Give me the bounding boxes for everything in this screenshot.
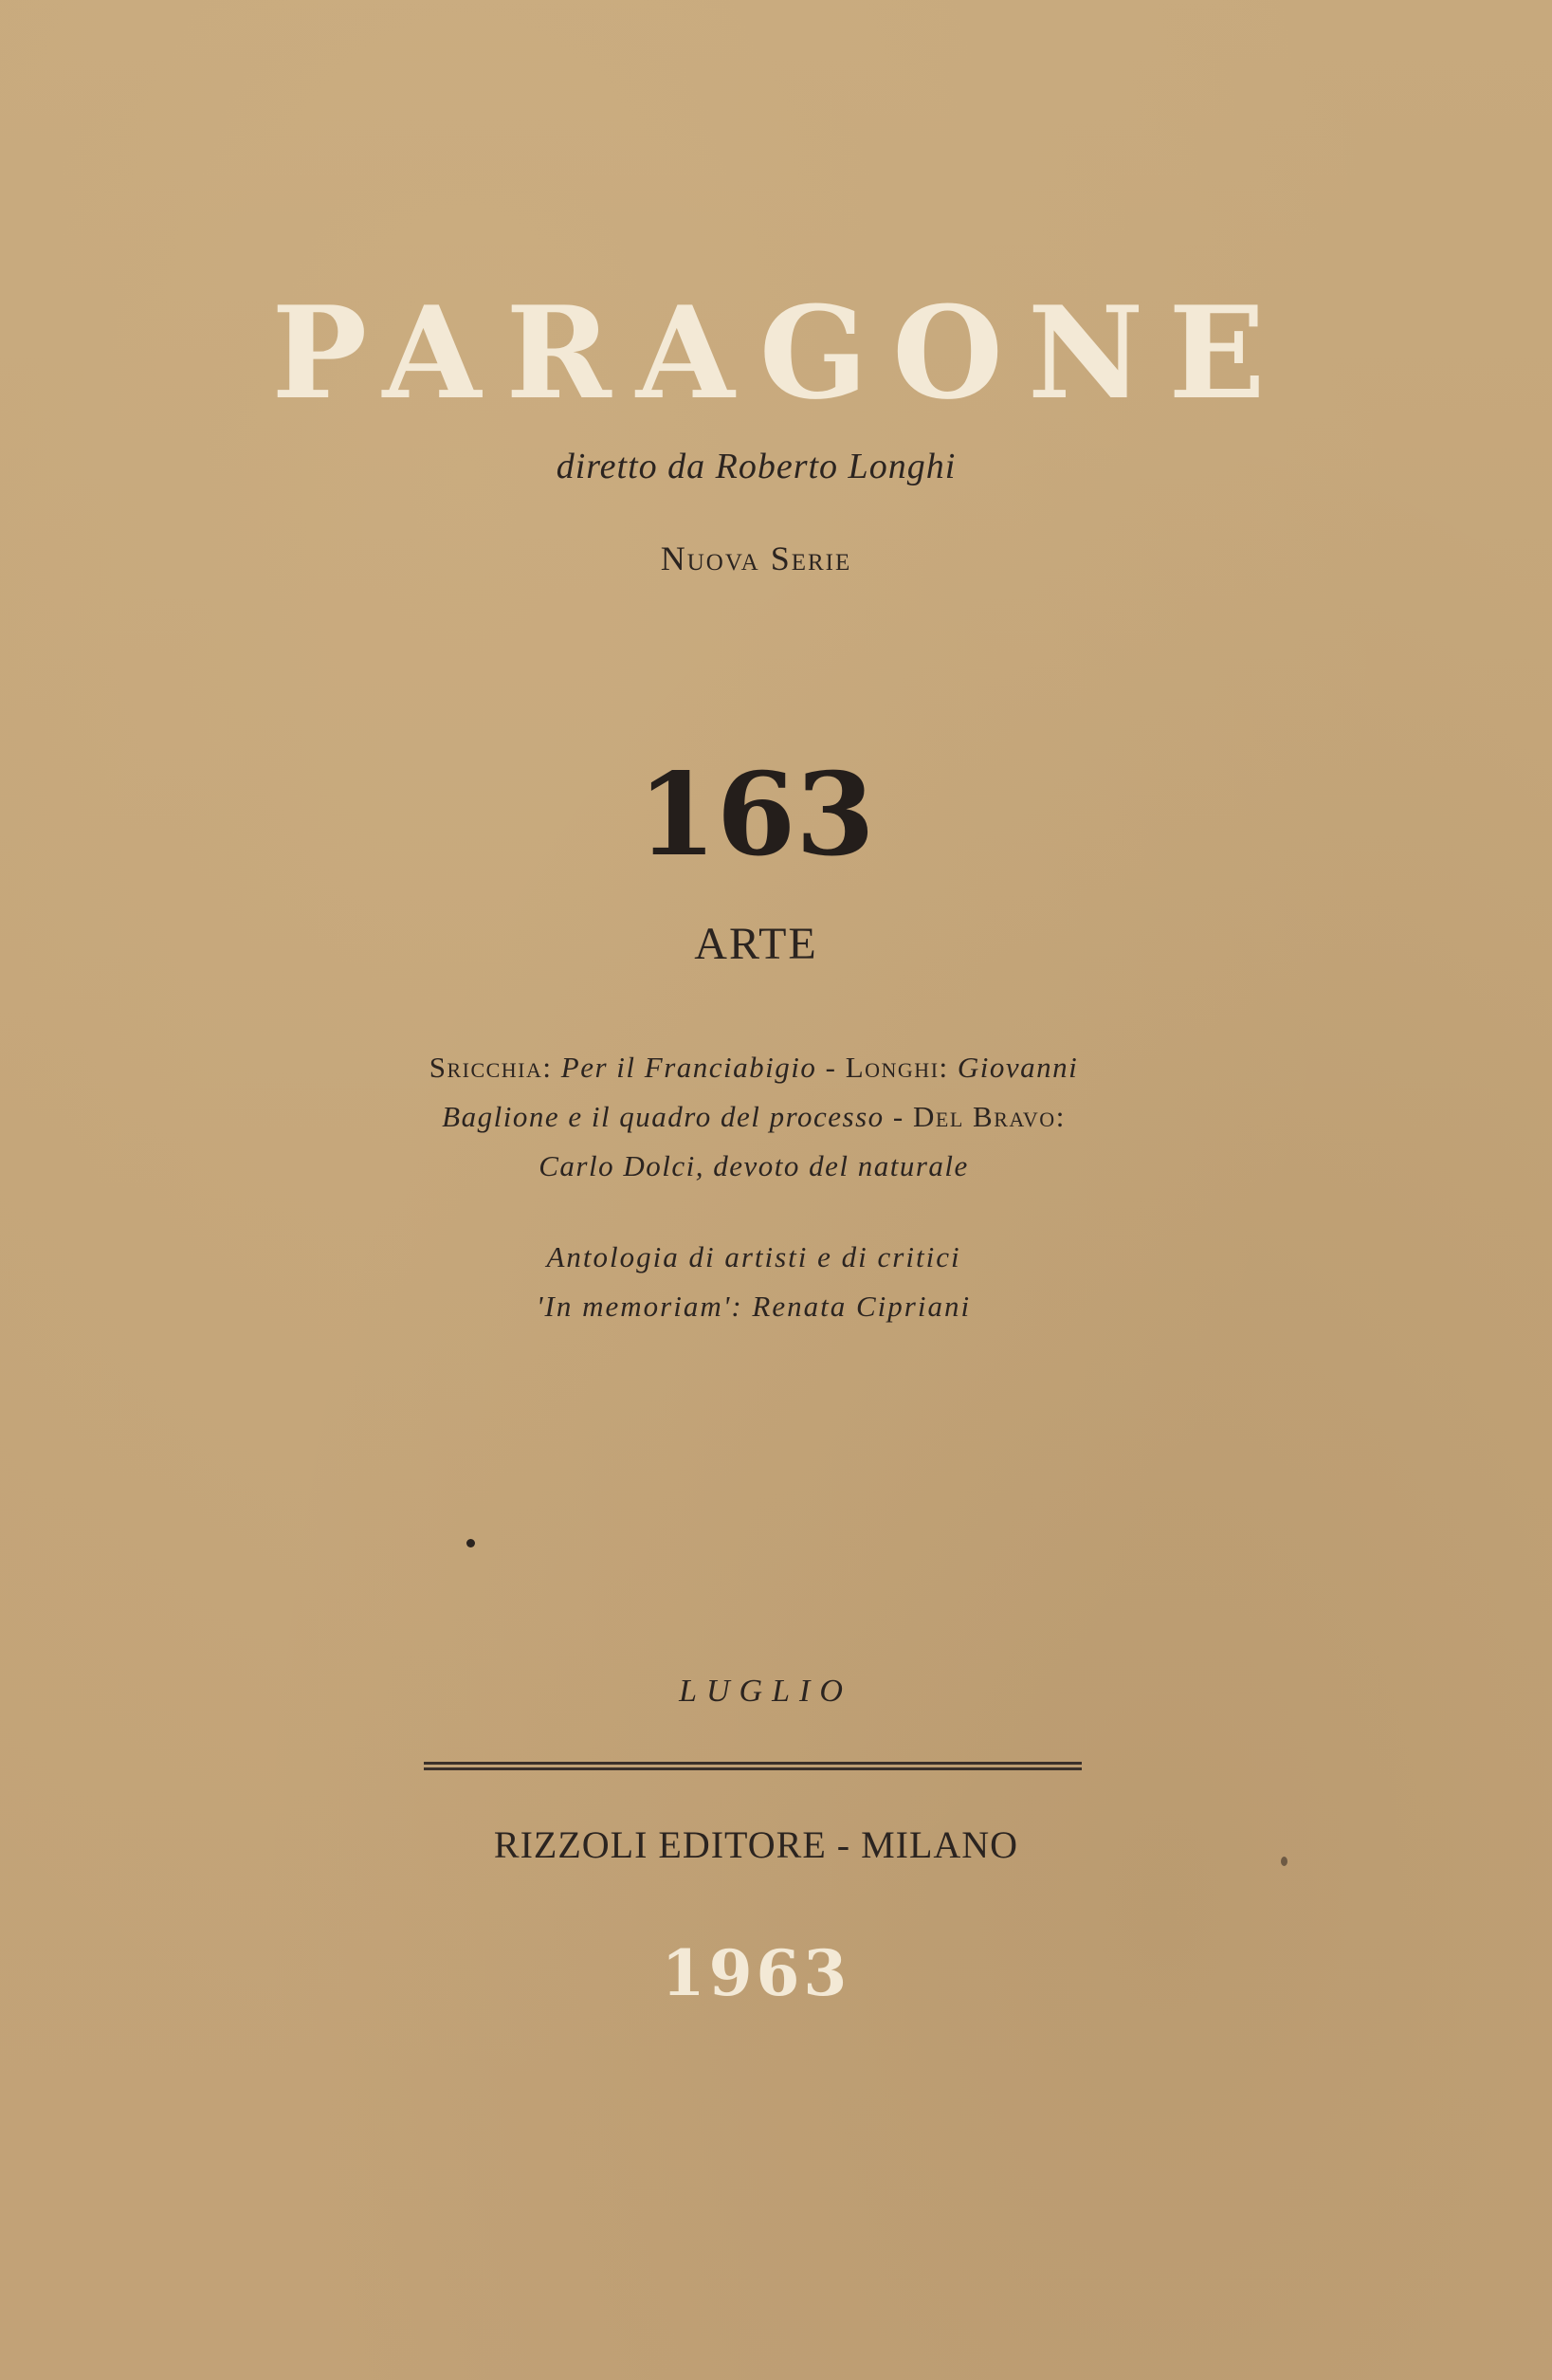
contents-line-3: [370, 1142, 1138, 1191]
issue-number: 163: [637, 748, 875, 882]
separator: :: [939, 1051, 958, 1084]
author-del-bravo: Del Bravo: [913, 1100, 1056, 1133]
anthology-line: Antologia di artisti e di critici: [546, 1240, 961, 1273]
separator: -: [884, 1100, 913, 1133]
additional-contents: [370, 1233, 1138, 1331]
author-sricchia: Sricchia: [429, 1051, 543, 1084]
magazine-title: PARAGONE: [271, 278, 1290, 428]
article-title: Baglione e il quadro del processo: [442, 1100, 885, 1133]
series-label: Nuova Serie: [660, 540, 852, 577]
article-title: Carlo Dolci, devoto del naturale: [539, 1149, 969, 1182]
in-memoriam-line: 'In memoriam': Renata Cipriani: [536, 1290, 972, 1323]
article-title: Per il Franciabigio: [560, 1051, 817, 1084]
ink-dot: [466, 1539, 475, 1547]
section-label: ARTE: [694, 919, 818, 969]
editor-credit: diretto da Roberto Longhi: [556, 447, 957, 486]
contents-line-1: [370, 1043, 1138, 1092]
publication-year: 1963: [661, 1936, 851, 2010]
separator: :: [1055, 1100, 1066, 1133]
table-of-contents: [370, 1043, 1138, 1191]
author-longhi: Longhi: [845, 1051, 940, 1084]
article-title: Giovanni: [957, 1051, 1079, 1084]
issue-month: LUGLIO: [679, 1674, 852, 1709]
publisher-line: RIZZOLI EDITORE - MILANO: [493, 1823, 1019, 1866]
separator: :: [542, 1051, 561, 1084]
double-rule-divider: [424, 1762, 1082, 1770]
contents-line-2: [370, 1092, 1138, 1142]
separator: -: [816, 1051, 846, 1084]
